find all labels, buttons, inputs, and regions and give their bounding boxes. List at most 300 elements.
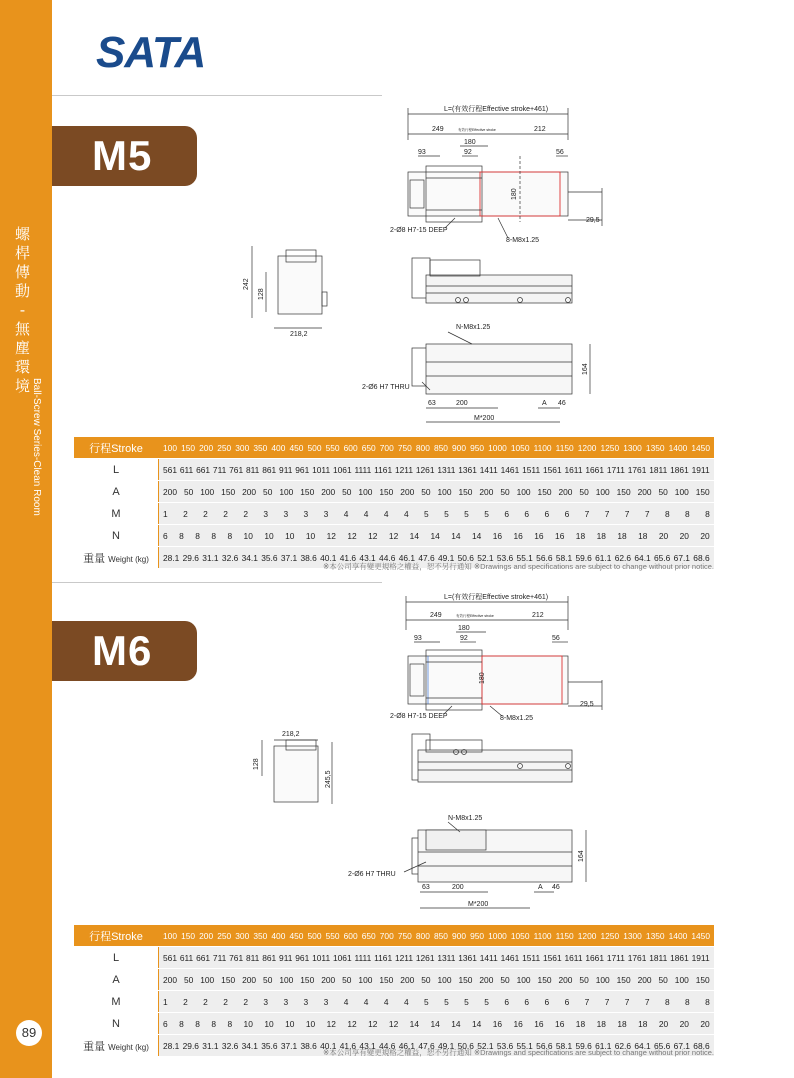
table-cell: 1861 — [670, 952, 689, 963]
m6-dim-m200: M*200 — [468, 901, 489, 908]
table-cell: 29.6 — [182, 552, 199, 563]
table-cell: 1161 — [374, 464, 393, 475]
table-cell: 1661 — [585, 952, 604, 963]
table-cell: 1761 — [627, 464, 647, 475]
table-cell: 150 — [537, 486, 552, 497]
table-cell: 18 — [617, 1018, 627, 1029]
table-cell: 41.6 — [339, 1040, 357, 1051]
table-cell: 150 — [300, 486, 315, 497]
table-cell: 67.1 — [673, 552, 690, 563]
table-cell: 1 — [163, 996, 168, 1007]
table-cell: 34.1 — [241, 552, 258, 563]
table-cell: 800 — [415, 930, 430, 941]
table-cell: 861 — [262, 464, 277, 475]
table-cell: 7 — [604, 508, 610, 519]
table-cell: 5 — [464, 996, 469, 1007]
table-cell: 5 — [484, 996, 489, 1007]
table-cell: 200 — [199, 930, 214, 941]
table-cell: 6 — [504, 508, 509, 519]
table-cell: 200 — [321, 974, 336, 985]
sidebar-title-cn: 螺桿傳動 - 無塵環境 — [14, 225, 31, 395]
table-cell: 100 — [279, 974, 294, 985]
L-values — [159, 953, 714, 963]
table-cell: 1111 — [354, 464, 372, 475]
table-cell: 3 — [323, 996, 329, 1007]
table-cell: 20 — [658, 1018, 669, 1029]
table-cell: 1661 — [585, 464, 604, 475]
table-cell: 32.6 — [221, 1040, 239, 1051]
table-cell: 14 — [409, 530, 419, 541]
divider-top — [52, 95, 382, 96]
table-cell: 961 — [295, 952, 310, 963]
table-cell: 150 — [300, 974, 315, 985]
m5-dim-180: 180 — [464, 139, 476, 146]
table-cell: 2 — [223, 996, 228, 1007]
table-cell: 10 — [243, 1018, 253, 1029]
table-cell: 100 — [595, 486, 610, 497]
table-cell: 150 — [221, 974, 236, 985]
table-cell: 7 — [644, 508, 650, 519]
table-cell: 961 — [295, 464, 310, 475]
table-cell: 52.1 — [477, 552, 494, 563]
table-cell: 16 — [492, 530, 503, 541]
model-label-m5: M5 — [52, 126, 197, 186]
table-cell: 3 — [263, 996, 269, 1007]
table-cell: 8 — [705, 996, 710, 1007]
table-cell: 8 — [227, 1018, 233, 1029]
table-row — [74, 481, 714, 503]
table-cell: 29.6 — [182, 1040, 199, 1051]
table-cell: 100 — [163, 930, 177, 941]
table-cell: 861 — [262, 952, 277, 963]
table-cell: 6 — [504, 996, 509, 1007]
table-cell: 4 — [363, 508, 369, 519]
table-cell: 6 — [524, 508, 530, 519]
m5-dim-212: 212 — [534, 126, 546, 133]
table-cell: 31.1 — [202, 552, 219, 563]
table-cell: 61.1 — [595, 1040, 612, 1051]
table-cell: 12 — [326, 1018, 336, 1029]
table-cell: 1400 — [668, 442, 688, 453]
table-cell: 20 — [679, 530, 689, 541]
N-label: N — [74, 1013, 159, 1035]
table-cell: 100 — [437, 486, 452, 497]
m5-dim-63: 63 — [428, 400, 436, 407]
table-cell: 12 — [326, 530, 336, 541]
table-cell: 1450 — [691, 442, 710, 453]
table-cell: 761 — [229, 952, 244, 963]
table-cell: 250 — [217, 442, 232, 453]
table-cell: 150 — [695, 974, 710, 985]
table-cell: 1300 — [623, 930, 642, 941]
table-cell: 41.6 — [339, 552, 357, 563]
table-cell: 43.1 — [359, 552, 376, 563]
M-values — [159, 509, 714, 519]
table-cell: 40.1 — [320, 1040, 337, 1051]
table-cell: 50 — [183, 486, 194, 497]
table-cell: 8 — [685, 508, 690, 519]
table-cell: 911 — [279, 464, 293, 475]
table-cell: 561 — [163, 464, 177, 475]
table-cell: 100 — [674, 974, 689, 985]
table-cell: 14 — [471, 1018, 482, 1029]
table-cell: 8 — [195, 530, 200, 541]
stroke-values — [159, 443, 714, 453]
table-cell: 62.6 — [614, 1040, 632, 1051]
sidebar — [0, 0, 52, 1078]
table-cell: 61.1 — [595, 552, 612, 563]
table-cell: 1761 — [627, 952, 647, 963]
table-cell: 1361 — [458, 952, 477, 963]
table-cell: 100 — [516, 974, 531, 985]
m5-dim-46: 46 — [558, 400, 566, 407]
table-cell: 50 — [579, 486, 589, 497]
table-cell: 20 — [700, 1018, 710, 1029]
table-cell: 150 — [616, 974, 631, 985]
table-cell: 2 — [203, 508, 208, 519]
table-cell: 1211 — [394, 464, 413, 475]
table-cell: 31.1 — [202, 1040, 219, 1051]
m6-dim-thru: 2-Ø6 H7 THRU — [348, 871, 396, 878]
M-label: M — [74, 503, 159, 525]
table-cell: 5 — [444, 508, 449, 519]
table-cell: 37.1 — [280, 552, 298, 563]
table-cell: 7 — [624, 508, 630, 519]
table-cell: 12 — [347, 1018, 357, 1029]
m5-dim-nm8: N-M8x1.25 — [456, 324, 491, 331]
table-cell: 750 — [397, 930, 412, 941]
table-cell: 67.1 — [673, 1040, 690, 1051]
table-cell: 850 — [433, 930, 448, 941]
m6-dim-m8: 8-M8x1.25 — [500, 715, 534, 722]
table-cell: 16 — [492, 1018, 503, 1029]
page-number: 89 — [16, 1020, 42, 1046]
sata-logo: SATA — [96, 28, 206, 77]
m5-dim-thru: 2-Ø6 H7 THRU — [362, 384, 410, 391]
table-cell: 200 — [479, 486, 494, 497]
table-cell: 7 — [604, 996, 610, 1007]
table-row — [74, 437, 714, 459]
table-cell: 1011 — [312, 464, 331, 475]
m5-dim-92: 92 — [464, 149, 472, 156]
N-values — [159, 531, 714, 541]
m5-dim-164: 164 — [582, 363, 589, 375]
table-cell: 12 — [347, 530, 357, 541]
table-cell: 150 — [695, 486, 710, 497]
L-label: L — [74, 459, 159, 481]
table-row — [74, 503, 714, 525]
table-cell: 20 — [679, 1018, 689, 1029]
table-cell: 7 — [584, 508, 590, 519]
table-cell: 8 — [195, 1018, 200, 1029]
table-cell: 6 — [163, 1018, 168, 1029]
table-cell: 16 — [513, 530, 523, 541]
table-cell: 53.6 — [496, 552, 514, 563]
table-cell: 7 — [584, 996, 590, 1007]
table-cell: 100 — [595, 974, 610, 985]
table-cell: 561 — [163, 952, 177, 963]
table-cell: 200 — [163, 974, 177, 985]
table-row — [74, 525, 714, 547]
table-cell: 1811 — [649, 464, 668, 475]
table-cell: 350 — [253, 930, 268, 941]
table-cell: 2 — [183, 508, 188, 519]
table-cell: 711 — [212, 952, 227, 963]
table-cell: 1250 — [600, 442, 620, 453]
table-cell: 3 — [283, 508, 289, 519]
weight-label-cn: 重量 — [83, 1040, 106, 1053]
table-cell: 500 — [307, 442, 322, 453]
sidebar-title-en: Ball-Screw Series-Clean Room — [31, 378, 42, 516]
table-cell: 18 — [638, 530, 648, 541]
table-row — [74, 969, 714, 991]
table-cell: 4 — [383, 508, 389, 519]
table-cell: 50 — [263, 486, 273, 497]
table-cell: 6 — [524, 996, 530, 1007]
table-cell: 1000 — [488, 930, 507, 941]
table-cell: 100 — [200, 486, 215, 497]
m5-dim-93: 93 — [418, 149, 426, 156]
table-cell: 47.6 — [418, 1040, 435, 1051]
table-cell: 1611 — [564, 952, 583, 963]
weight-label-en: Weight (kg) — [108, 1042, 149, 1052]
table-cell: 14 — [430, 1018, 440, 1029]
table-cell: 1511 — [522, 464, 541, 475]
m5-dim-242: 242 — [243, 278, 250, 290]
m5-dim-L: L=(有效行程Effective stroke+461) — [444, 106, 549, 113]
table-cell: 200 — [321, 486, 336, 497]
table-cell: 3 — [283, 996, 289, 1007]
table-cell: 650 — [361, 930, 376, 941]
table-cell: 20 — [700, 530, 710, 541]
table-cell: 16 — [555, 1018, 565, 1029]
table-cell: 1561 — [542, 464, 562, 475]
table-cell: 200 — [400, 486, 415, 497]
table-cell: 64.1 — [634, 1040, 651, 1051]
table-cell: 1050 — [510, 930, 530, 941]
m5-dim-128: 128 — [258, 288, 265, 300]
m6-technical-drawing — [230, 590, 660, 920]
m5-spec-table — [74, 437, 714, 569]
table-cell: 100 — [516, 486, 531, 497]
table-cell: 1150 — [555, 442, 574, 453]
table-cell: 2 — [203, 996, 208, 1007]
table-cell: 53.6 — [496, 1040, 514, 1051]
table-cell: 2 — [223, 508, 228, 519]
table-cell: 200 — [479, 974, 494, 985]
m6-dim-63: 63 — [422, 884, 430, 891]
table-cell: 611 — [179, 464, 194, 475]
model-label-m6: M6 — [52, 621, 197, 681]
table-cell: 2 — [183, 996, 188, 1007]
table-cell: 55.1 — [516, 552, 533, 563]
table-cell: 2 — [243, 996, 248, 1007]
table-cell: 56.6 — [536, 552, 553, 563]
table-cell: 10 — [285, 1018, 295, 1029]
table-cell: 6 — [544, 508, 550, 519]
table-cell: 52.1 — [477, 1040, 494, 1051]
table-cell: 10 — [305, 530, 316, 541]
table-cell: 150 — [537, 974, 552, 985]
table-cell: 7 — [624, 996, 630, 1007]
m6-dim-180b: 180 — [479, 672, 486, 684]
table-cell: 100 — [358, 974, 373, 985]
m6-dim-212: 212 — [532, 612, 544, 619]
table-cell: 1211 — [394, 952, 413, 963]
m6-dim-200: 200 — [452, 884, 464, 891]
table-cell: 5 — [424, 508, 429, 519]
table-cell: 700 — [379, 930, 394, 941]
table-cell: 6 — [544, 996, 550, 1007]
table-cell: 100 — [200, 974, 215, 985]
table-cell: 4 — [403, 508, 409, 519]
N-values — [159, 1019, 714, 1029]
table-cell: 661 — [196, 464, 211, 475]
table-cell: 1911 — [691, 464, 710, 475]
table-cell: 68.6 — [693, 552, 710, 563]
table-cell: 1150 — [555, 930, 574, 941]
A-label: A — [74, 969, 159, 991]
table-cell: 700 — [379, 442, 394, 453]
m6-dim-180: 180 — [458, 625, 470, 632]
table-cell: 1300 — [623, 442, 642, 453]
table-cell: 32.6 — [221, 552, 239, 563]
table-cell: 46.1 — [398, 552, 415, 563]
table-cell: 50 — [342, 974, 352, 985]
table-cell: 1161 — [374, 952, 393, 963]
table-cell: 900 — [452, 442, 466, 453]
m5-dim-m200: M*200 — [474, 415, 495, 422]
table-cell: 200 — [163, 486, 177, 497]
table-cell: 14 — [451, 530, 461, 541]
table-cell: 58.1 — [555, 1040, 573, 1051]
table-cell: 150 — [379, 486, 394, 497]
m6-dim-218-2: 218,2 — [282, 731, 300, 738]
N-label: N — [74, 525, 159, 547]
table-cell: 10 — [264, 1018, 274, 1029]
table-cell: 59.6 — [575, 1040, 592, 1051]
table-cell: 58.1 — [555, 552, 573, 563]
L-label: L — [74, 947, 159, 969]
table-cell: 10 — [285, 530, 295, 541]
table-cell: 50.6 — [457, 1040, 474, 1051]
m6-dim-128: 128 — [253, 758, 260, 770]
m6-dim-nm8: N-M8x1.25 — [448, 815, 483, 822]
table-cell: 1200 — [577, 930, 597, 941]
table-cell: 50 — [500, 974, 510, 985]
table-cell: 1511 — [522, 952, 541, 963]
table-cell: 3 — [263, 508, 269, 519]
table-cell: 50 — [500, 486, 510, 497]
table-cell: 300 — [235, 442, 250, 453]
table-cell: 1611 — [564, 464, 583, 475]
table-cell: 1411 — [479, 952, 498, 963]
table-cell: 1000 — [488, 442, 507, 453]
table-cell: 44.6 — [379, 1040, 396, 1051]
table-cell: 711 — [212, 464, 227, 475]
table-cell: 1100 — [533, 442, 552, 453]
table-cell: 35.6 — [261, 1040, 278, 1051]
table-cell: 65.6 — [654, 552, 671, 563]
table-cell: 18 — [596, 530, 606, 541]
table-cell: 1711 — [606, 464, 625, 475]
table-cell: 8 — [179, 1018, 184, 1029]
table-cell: 34.1 — [241, 1040, 258, 1051]
table-cell: 1411 — [479, 464, 498, 475]
table-cell: 1 — [163, 508, 168, 519]
m6-dim-L: L=(有效行程Effective stroke+461) — [444, 594, 549, 601]
table-cell: 150 — [379, 974, 394, 985]
A-values — [159, 975, 714, 985]
table-cell: 1711 — [606, 952, 625, 963]
table-row — [74, 1013, 714, 1035]
table-cell: 49.1 — [437, 1040, 455, 1051]
table-cell: 350 — [253, 442, 268, 453]
table-cell: 4 — [343, 996, 349, 1007]
table-cell: 200 — [558, 486, 573, 497]
table-cell: 1461 — [500, 464, 520, 475]
table-cell: 10 — [243, 530, 253, 541]
table-cell: 59.6 — [575, 552, 592, 563]
table-cell: 150 — [181, 930, 196, 941]
table-cell: 150 — [458, 974, 473, 985]
table-cell: 43.1 — [359, 1040, 376, 1051]
m5-dim-56: 56 — [556, 149, 564, 156]
table-cell: 600 — [343, 930, 358, 941]
table-cell: 12 — [368, 1018, 378, 1029]
table-cell: 47.6 — [418, 552, 435, 563]
table-cell: 1111 — [354, 952, 372, 963]
table-cell: 900 — [452, 930, 466, 941]
M-label: M — [74, 991, 159, 1013]
table-cell: 1311 — [437, 952, 456, 963]
m5-dim-m8: 8-M8x1.25 — [506, 237, 540, 244]
table-cell: 50 — [658, 486, 668, 497]
table-cell: 1450 — [691, 930, 710, 941]
m6-dim-A: A — [538, 884, 543, 891]
table-cell: 1261 — [415, 952, 435, 963]
table-cell: 150 — [181, 442, 196, 453]
table-cell: 50.6 — [457, 552, 474, 563]
table-cell: 14 — [451, 1018, 461, 1029]
table-cell: 12 — [388, 530, 399, 541]
table-cell: 12 — [368, 530, 378, 541]
table-cell: 400 — [271, 930, 286, 941]
divider-middle — [52, 582, 382, 583]
table-cell: 1061 — [332, 952, 352, 963]
table-cell: 68.6 — [693, 1040, 710, 1051]
table-cell: 450 — [289, 442, 304, 453]
table-cell: 64.1 — [634, 552, 651, 563]
table-cell: 7 — [644, 996, 650, 1007]
table-cell: 200 — [637, 486, 652, 497]
table-cell: 550 — [325, 930, 340, 941]
table-cell: 12 — [388, 1018, 399, 1029]
table-cell: 18 — [575, 1018, 586, 1029]
table-cell: 200 — [199, 442, 214, 453]
table-cell: 16 — [555, 530, 565, 541]
table-cell: 50 — [421, 974, 431, 985]
m6-dim-56: 56 — [552, 635, 560, 642]
table-cell: 1350 — [645, 930, 665, 941]
table-cell: 950 — [470, 930, 485, 941]
table-cell: 8 — [179, 530, 184, 541]
weight-label-en: Weight (kg) — [108, 554, 149, 564]
table-cell: 200 — [242, 486, 257, 497]
table-cell: 5 — [464, 508, 469, 519]
table-cell: 650 — [361, 442, 376, 453]
table-cell: 44.6 — [379, 552, 396, 563]
